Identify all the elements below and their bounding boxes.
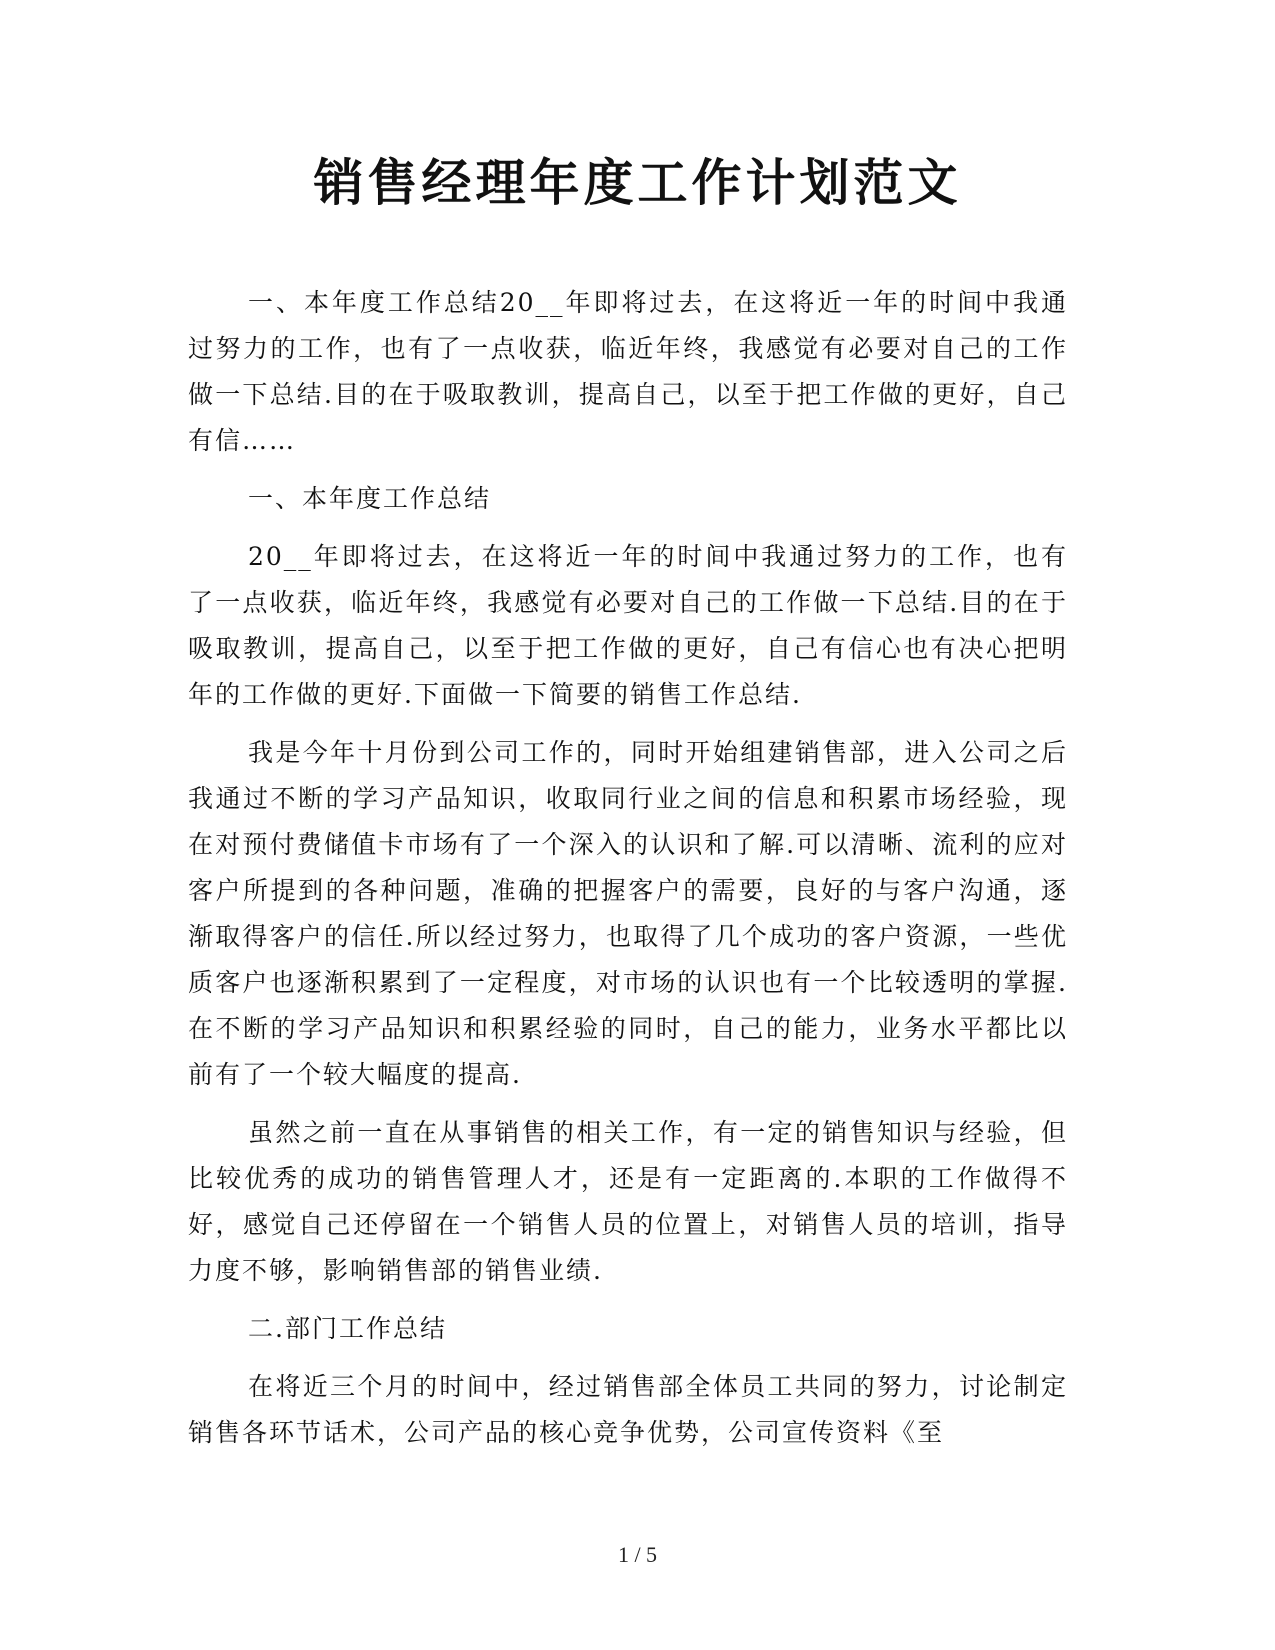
section-heading-annual-summary: 一、本年度工作总结 [248, 484, 492, 513]
page-number: 1 / 5 [617, 1542, 658, 1567]
paragraph-department-work: 在将近三个月的时间中，经过销售部全体员工共同的努力，讨论制定销售各环节话术，公司产品的核心竞争优势，公司宣传资料《至 [188, 1372, 1068, 1447]
document-title: 销售经理年度工作计划范文 [313, 153, 962, 212]
paragraph-personal-experience: 我是今年十月份到公司工作的，同时开始组建销售部，进入公司之后我通过不断的学习产品知识，收取同行业之间的信息和积累市场经验，现在对预付费储值卡市场有了一个深入的认识和了解.可以清晰、流利的应对客户所提到的各种问题，准确的把握客户的需要，良好的与客户沟通，逐渐取得客户的信任.所以经过努力，也取得了几个成功的客户资源，一些优质客户也逐渐积累到了一定程度，对市场的认识也有一个比较透明的掌握.在不断的学习产品知识和积累经验的同时，自己的能力，业务水平都比以前有了一个较大幅度的提高. [188, 738, 1068, 1089]
paragraph-shortcomings: 虽然之前一直在从事销售的相关工作，有一定的销售知识与经验，但比较优秀的成功的销售管理人才，还是有一定距离的.本职的工作做得不好，感觉自己还停留在一个销售人员的位置上，对销售人员的培训，指导力度不够，影响销售部的销售业绩. [188, 1118, 1068, 1285]
paragraph-year-review: 20__年即将过去，在这将近一年的时间中我通过努力的工作，也有了一点收获，临近年终，我感觉有必要对自己的工作做一下总结.目的在于吸取教训，提高自己，以至于把工作做的更好，自己有信心也有决心把明年的工作做的更好.下面做一下简要的销售工作总结. [188, 542, 1068, 709]
paragraph-intro-summary: 一、本年度工作总结20__年即将过去，在这将近一年的时间中我通过努力的工作，也有了一点收获，临近年终，我感觉有必要对自己的工作做一下总结.目的在于吸取教训，提高自己，以至于把工作做的更好，自己有信…… [188, 288, 1068, 455]
section-heading-department-summary: 二.部门工作总结 [248, 1314, 447, 1343]
document-body [188, 280, 1068, 1468]
